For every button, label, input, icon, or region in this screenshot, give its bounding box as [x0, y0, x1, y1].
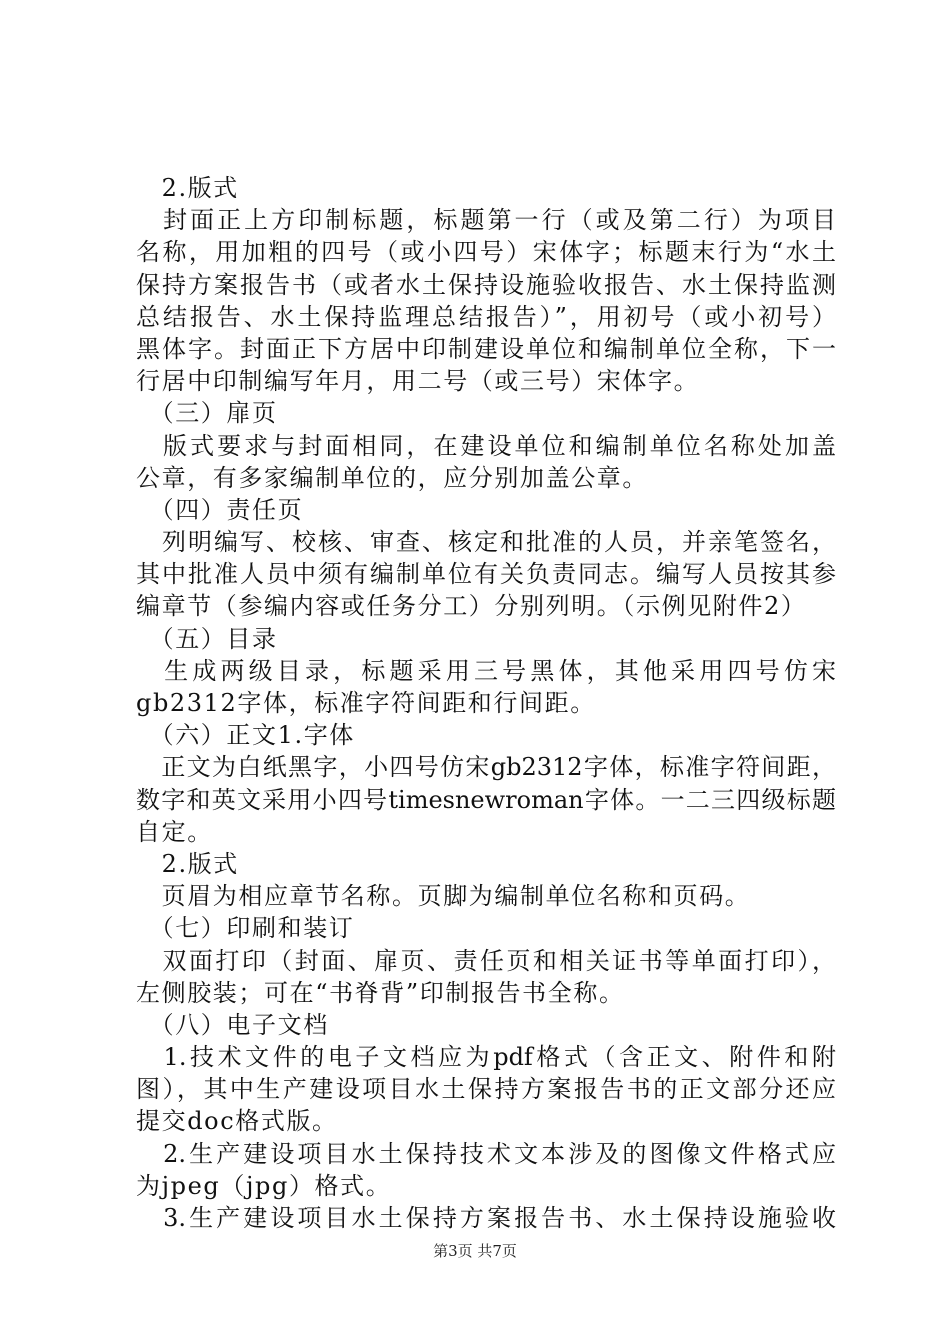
section-heading: 2.版式	[136, 849, 239, 878]
text-line: 双面打印（封面、扉页、责任页和相关证书等单面打印），	[136, 946, 836, 975]
page-number-label: 第3页 共7页	[433, 1242, 517, 1260]
text-line: 数字和英文采用小四号timesnewroman字体。一二三四级标题	[136, 785, 836, 814]
text-line: 封面正上方印制标题，标题第一行（或及第二行）为项目	[136, 206, 836, 235]
text-line: 2.版式	[136, 174, 239, 202]
text-line: 图），其中生产建设项目水土保持方案报告书的正文部分还应	[136, 1075, 836, 1104]
text-line: 版式要求与封面相同，在建设单位和编制单位名称处加盖	[136, 431, 836, 460]
text-line: 公章，有多家编制单位的，应分别加盖公章。	[136, 463, 648, 492]
section-heading: （五）目录	[136, 624, 278, 653]
text-line: 名称，用加粗的四号（或小四号）宋体字；标题末行为“水土	[136, 238, 836, 267]
text-line: 行居中印制编写年月，用二号（或三号）宋体字。	[136, 367, 700, 396]
text-line: 列明编写、校核、审查、核定和批准的人员，并亲笔签名，	[136, 528, 836, 557]
text-line: 自定。	[136, 817, 213, 846]
section-heading: （三）扉页	[136, 399, 278, 428]
text-line: gb2312字体，标准字符间距和行间距。	[136, 689, 596, 717]
text-line: 为jpeg（jpg）格式。	[136, 1171, 392, 1200]
text-line: 其中批准人员中须有编制单位有关负责同志。编写人员按其参	[136, 560, 836, 589]
text-line: 1.技术文件的电子文档应为pdf格式（含正文、附件和附	[136, 1043, 836, 1072]
page-footer	[0, 1241, 950, 1261]
text-line: 总结报告、水土保持监理总结报告）”，用初号（或小初号）	[136, 302, 836, 331]
section-heading: （八）电子文档	[136, 1010, 329, 1039]
text-line: 黑体字。封面正下方居中印制建设单位和编制单位全称，下一	[136, 334, 836, 363]
text-line: 3.生产建设项目水土保持方案报告书、水土保持设施验收	[136, 1204, 836, 1232]
text-line: 生成两级目录，标题采用三号黑体，其他采用四号仿宋	[136, 656, 836, 685]
section-heading: （六）正文1.字体	[136, 721, 355, 750]
text-line: 页眉为相应章节名称。页脚为编制单位名称和页码。	[136, 882, 751, 911]
text-line: 提交doc格式版。	[136, 1107, 338, 1136]
document-body	[136, 172, 836, 1234]
text-line: 编章节（参编内容或任务分工）分别列明。（示例见附件2）	[136, 592, 807, 621]
text-line: 保持方案报告书（或者水土保持设施验收报告、水土保持监测	[136, 270, 836, 299]
section-heading: （七）印刷和装订	[136, 914, 355, 943]
section-heading: （四）责任页	[136, 495, 304, 524]
text-line: 正文为白纸黑字，小四号仿宋gb2312字体，标准字符间距，	[136, 753, 836, 782]
text-line: 左侧胶装；可在“书脊背”印制报告书全称。	[136, 978, 625, 1007]
text-line: 2.生产建设项目水土保持技术文本涉及的图像文件格式应	[136, 1139, 836, 1168]
